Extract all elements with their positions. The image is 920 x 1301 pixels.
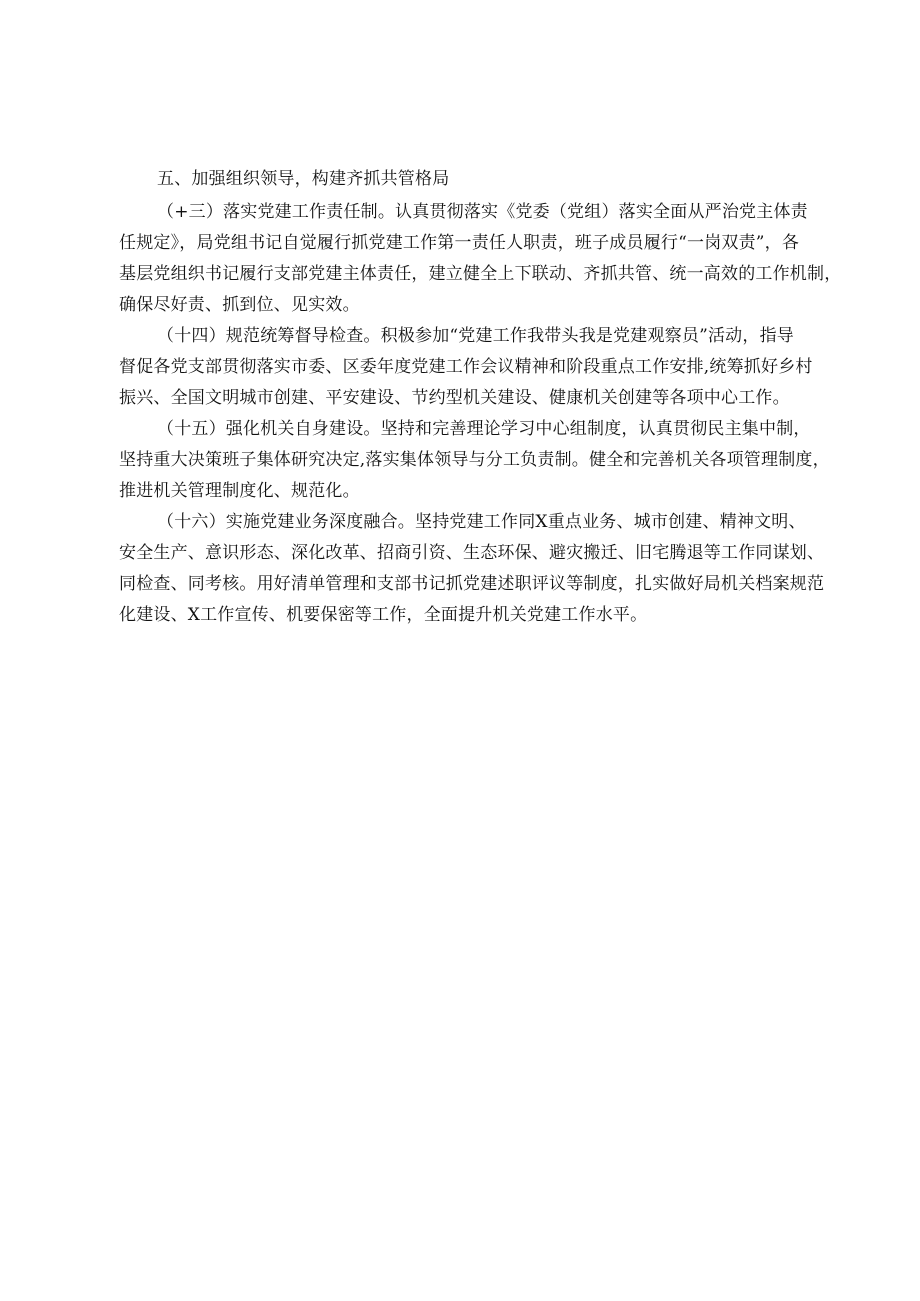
paragraph-line: 同检查、同考核。用好清单管理和支部书记抓党建述职评议等制度，扎实做好局机关档案规范 (119, 574, 825, 594)
paragraph-line: 坚持重大决策班子集体研究决定,落实集体领导与分工负责制。健全和完善机关各项管理制度， (119, 450, 830, 470)
paragraph-15 (119, 414, 830, 507)
paragraph-line: （十五）强化机关自身建设。坚持和完善理论学习中心组制度，认真贯彻民主集中制， (157, 419, 811, 439)
paragraph-line: 任规定》，局党组书记自觉履行抓党建工作第一责任人职责，班子成员履行“一岗双责”，各 (119, 233, 800, 253)
paragraph-line: 振兴、全国文明城市创建、平安建设、节约型机关建设、健康机关创建等各项中心工作。 (119, 388, 790, 408)
paragraph-14 (119, 321, 821, 414)
document-body (119, 164, 842, 631)
paragraph-line: 安全生产、意识形态、深化改革、招商引资、生态环保、避灾搬迁、旧宅腾退等工作同谋划、 (119, 543, 825, 563)
paragraph-line: （+三）落实党建工作责任制。认真贯彻落实《党委（党组）落实全面从严治党主体责 (157, 202, 808, 222)
paragraph-16 (119, 507, 825, 631)
paragraph-line: 确保尽好责、抓到位、见实效。 (119, 295, 360, 315)
section-heading: 五、加强组织领导，构建齐抓共管格局 (157, 169, 450, 189)
paragraph-13 (119, 197, 842, 321)
paragraph-line: 督促各党支部贯彻落实市委、区委年度党建工作会议精神和阶段重点工作安排,统筹抓好乡村 (119, 357, 813, 377)
paragraph-line: 化建设、X工作宣传、机要保密等工作，全面提升机关党建工作水平。 (119, 605, 648, 625)
paragraph-line: （十六）实施党建业务深度融合。坚持党建工作同X重点业务、城市创建、精神文明、 (157, 512, 806, 532)
paragraph-line: 推进机关管理制度化、规范化。 (119, 481, 360, 501)
paragraph-line: （十四）规范统筹督导检查。积极参加“党建工作我带头我是党建观察员”活动，指导 (157, 326, 794, 346)
paragraph-line: 基层党组织书记履行支部党建主体责任，建立健全上下联动、齐抓共管、统一高效的工作机制， (119, 264, 842, 284)
